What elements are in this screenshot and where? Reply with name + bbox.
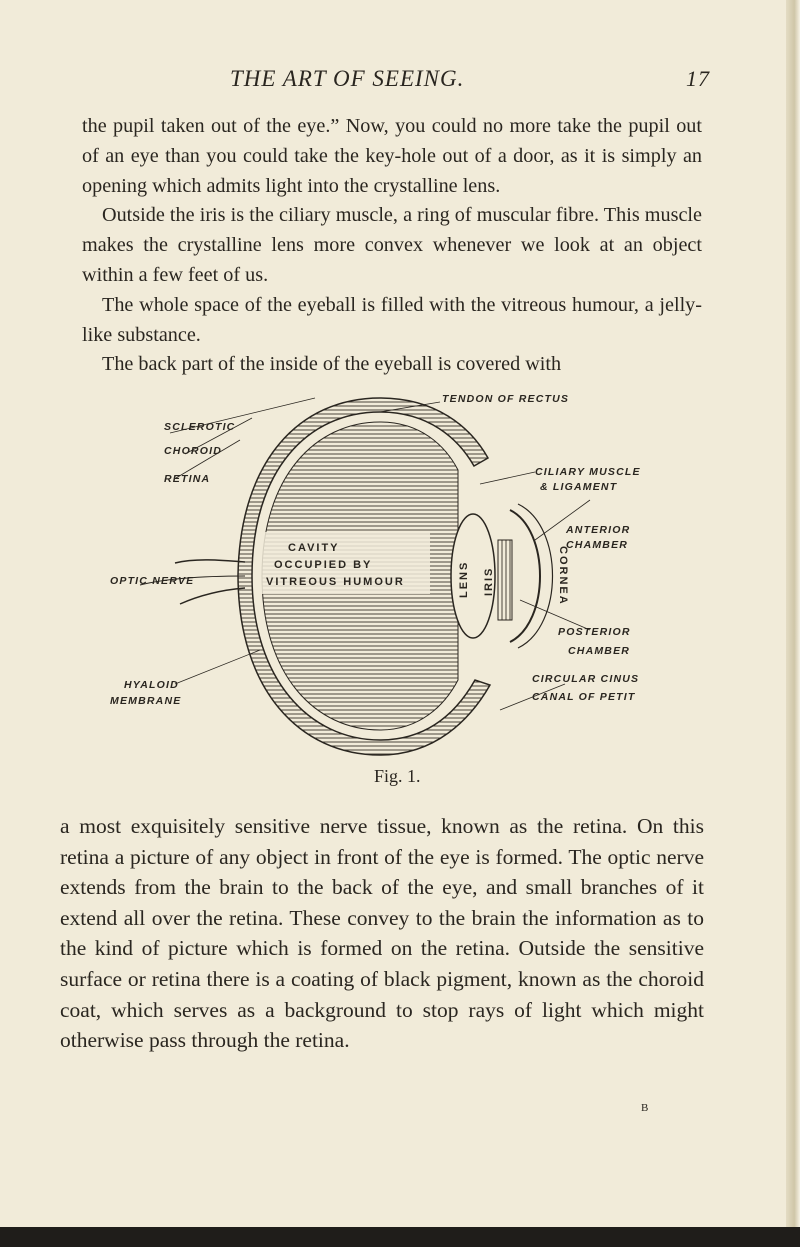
label-membrane: MEMBRANE	[110, 695, 182, 707]
iris-shape	[498, 540, 512, 620]
label-anterior-2: CHAMBER	[566, 539, 629, 551]
label-posterior-1: POSTERIOR	[558, 626, 631, 638]
body-text-top	[82, 112, 702, 380]
label-optic-nerve: OPTIC NERVE	[110, 575, 195, 587]
paragraph: a most exquisitely sensitive nerve tissue, known as the retina. On this retina a picture of any object in front of the eye is formed. The optic nerve extends from the brain to the back of the eye, and small branches of it extend all over the retina. These convey to the brain the information as to the kind of picture which is formed on the retina. Outside the sensitive surface or retina there is a coating of black pigment, known as the choroid coat, which serves as a background to stop rays of light which might otherwise pass through the retina.	[60, 814, 704, 1053]
page-title: THE ART OF SEEING.	[230, 66, 465, 91]
page-number: 17	[686, 66, 710, 91]
label-cavity-1: CAVITY	[288, 542, 340, 554]
label-iris: IRIS	[483, 566, 495, 596]
label-cavity-2: OCCUPIED BY	[274, 559, 373, 571]
label-ciliary-2: & LIGAMENT	[540, 481, 618, 493]
page-edge	[786, 0, 800, 1247]
label-circular-1: CIRCULAR CINUS	[532, 673, 640, 685]
label-hyaloid: HYALOID	[124, 679, 179, 691]
body-text-bottom	[60, 811, 704, 1056]
signature-mark: B	[641, 1102, 649, 1114]
label-tendon: TENDON OF RECTUS	[442, 393, 570, 405]
eye-diagram	[80, 393, 680, 760]
cornea-shape	[510, 510, 540, 642]
paragraph: Outside the iris is the ciliary muscle, a ring of muscular fibre. This muscle makes the crystalline lens more convex whenever we look at an object within a few feet of us.	[82, 204, 702, 286]
paragraph: the pupil taken out of the eye.” Now, you could no more take the pupil out of an eye than you could take the key-hole out of a door, as it is simply an opening which admits light into the crystalline lens.	[82, 115, 702, 197]
paragraph: The back part of the inside of the eyeball is covered with	[102, 353, 562, 376]
label-sclerotic: SCLEROTIC	[164, 421, 236, 433]
label-retina: RETINA	[164, 473, 211, 485]
label-cornea: CORNEA	[557, 546, 569, 606]
paragraph: The whole space of the eyeball is filled with the vitreous humour, a jelly-like substance.	[82, 293, 702, 346]
label-ciliary-1: CILIARY MUSCLE	[535, 466, 641, 478]
scan-border	[0, 1227, 800, 1247]
label-cavity-3: VITREOUS HUMOUR	[266, 576, 405, 588]
running-head	[60, 66, 710, 96]
label-lens: LENS	[458, 560, 470, 598]
label-anterior-1: ANTERIOR	[566, 524, 631, 536]
label-posterior-2: CHAMBER	[568, 645, 631, 657]
label-choroid: CHOROID	[164, 445, 222, 457]
label-circular-2: CANAL OF PETIT	[532, 691, 636, 703]
figure-caption: Fig. 1.	[374, 766, 421, 786]
